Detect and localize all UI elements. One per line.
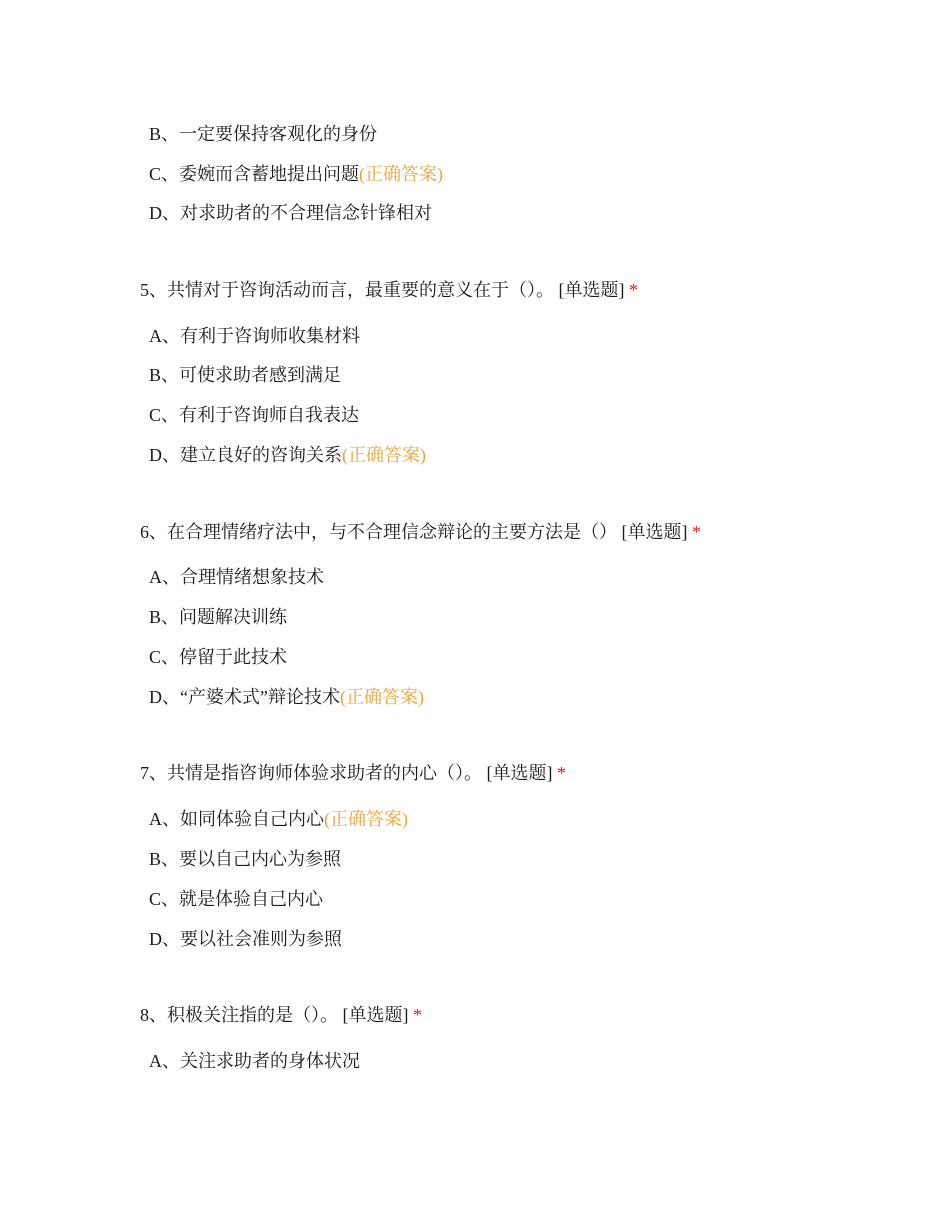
- question-stem-text: 7、共情是指咨询师体验求助者的内心（）。 [单选题]: [140, 763, 553, 783]
- q8-stem: [140, 1003, 422, 1027]
- option-text: B、一定要保持客观化的身份: [149, 124, 378, 144]
- q6-stem: [140, 520, 701, 544]
- q5-option-a: [149, 324, 360, 348]
- correct-answer-tag: (正确答案): [339, 687, 424, 707]
- option-text: C、就是体验自己内心: [149, 889, 324, 909]
- q6-option-a: [149, 565, 324, 589]
- question-stem-text: 5、共情对于咨询活动而言，最重要的意义在于（）。 [单选题]: [140, 280, 625, 300]
- question-stem-text: 8、积极关注指的是（）。 [单选题]: [140, 1005, 409, 1025]
- q7-option-b: [149, 847, 341, 871]
- required-mark: *: [629, 280, 638, 300]
- correct-answer-tag: (正确答案): [342, 445, 426, 465]
- option-text: D、建立良好的咨询关系: [149, 445, 342, 465]
- q4-option-c: [149, 162, 443, 186]
- q8-option-a: [149, 1049, 360, 1073]
- q5-option-c: [149, 403, 359, 427]
- q4-option-b: [149, 122, 377, 146]
- correct-answer-tag: (正确答案): [324, 809, 408, 829]
- q6-option-b: [149, 605, 287, 629]
- q7-option-a: [149, 807, 408, 831]
- option-text: A、如同体验自己内心: [149, 809, 324, 829]
- q5-option-b: [149, 363, 341, 387]
- option-text: C、停留于此技术: [149, 647, 288, 667]
- correct-answer-tag: (正确答案): [359, 164, 444, 184]
- q7-option-c: [149, 887, 323, 911]
- option-text: A、合理情绪想象技术: [149, 567, 324, 587]
- q7-stem: [140, 761, 566, 785]
- q6-option-d: [149, 685, 424, 709]
- option-text: D、“产婆术式”辩论技术: [149, 687, 340, 707]
- q7-option-d: [149, 927, 342, 951]
- q5-option-d: [149, 443, 426, 467]
- option-text: D、对求助者的不合理信念针锋相对: [149, 203, 432, 223]
- option-text: B、可使求助者感到满足: [149, 365, 342, 385]
- option-text: D、要以社会准则为参照: [149, 929, 342, 949]
- q5-stem: [140, 278, 638, 302]
- required-mark: *: [692, 522, 701, 542]
- q4-option-d: [149, 201, 432, 225]
- question-stem-text: 6、在合理情绪疗法中，与不合理信念辩论的主要方法是（） [单选题]: [140, 522, 688, 542]
- option-text: A、有利于咨询师收集材料: [149, 326, 360, 346]
- option-text: C、委婉而含蓄地提出问题: [149, 164, 360, 184]
- option-text: C、有利于咨询师自我表达: [149, 405, 360, 425]
- required-mark: *: [413, 1005, 422, 1025]
- option-text: A、关注求助者的身体状况: [149, 1051, 360, 1071]
- required-mark: *: [557, 763, 566, 783]
- q6-option-c: [149, 645, 287, 669]
- option-text: B、要以自己内心为参照: [149, 849, 342, 869]
- option-text: B、问题解决训练: [149, 607, 288, 627]
